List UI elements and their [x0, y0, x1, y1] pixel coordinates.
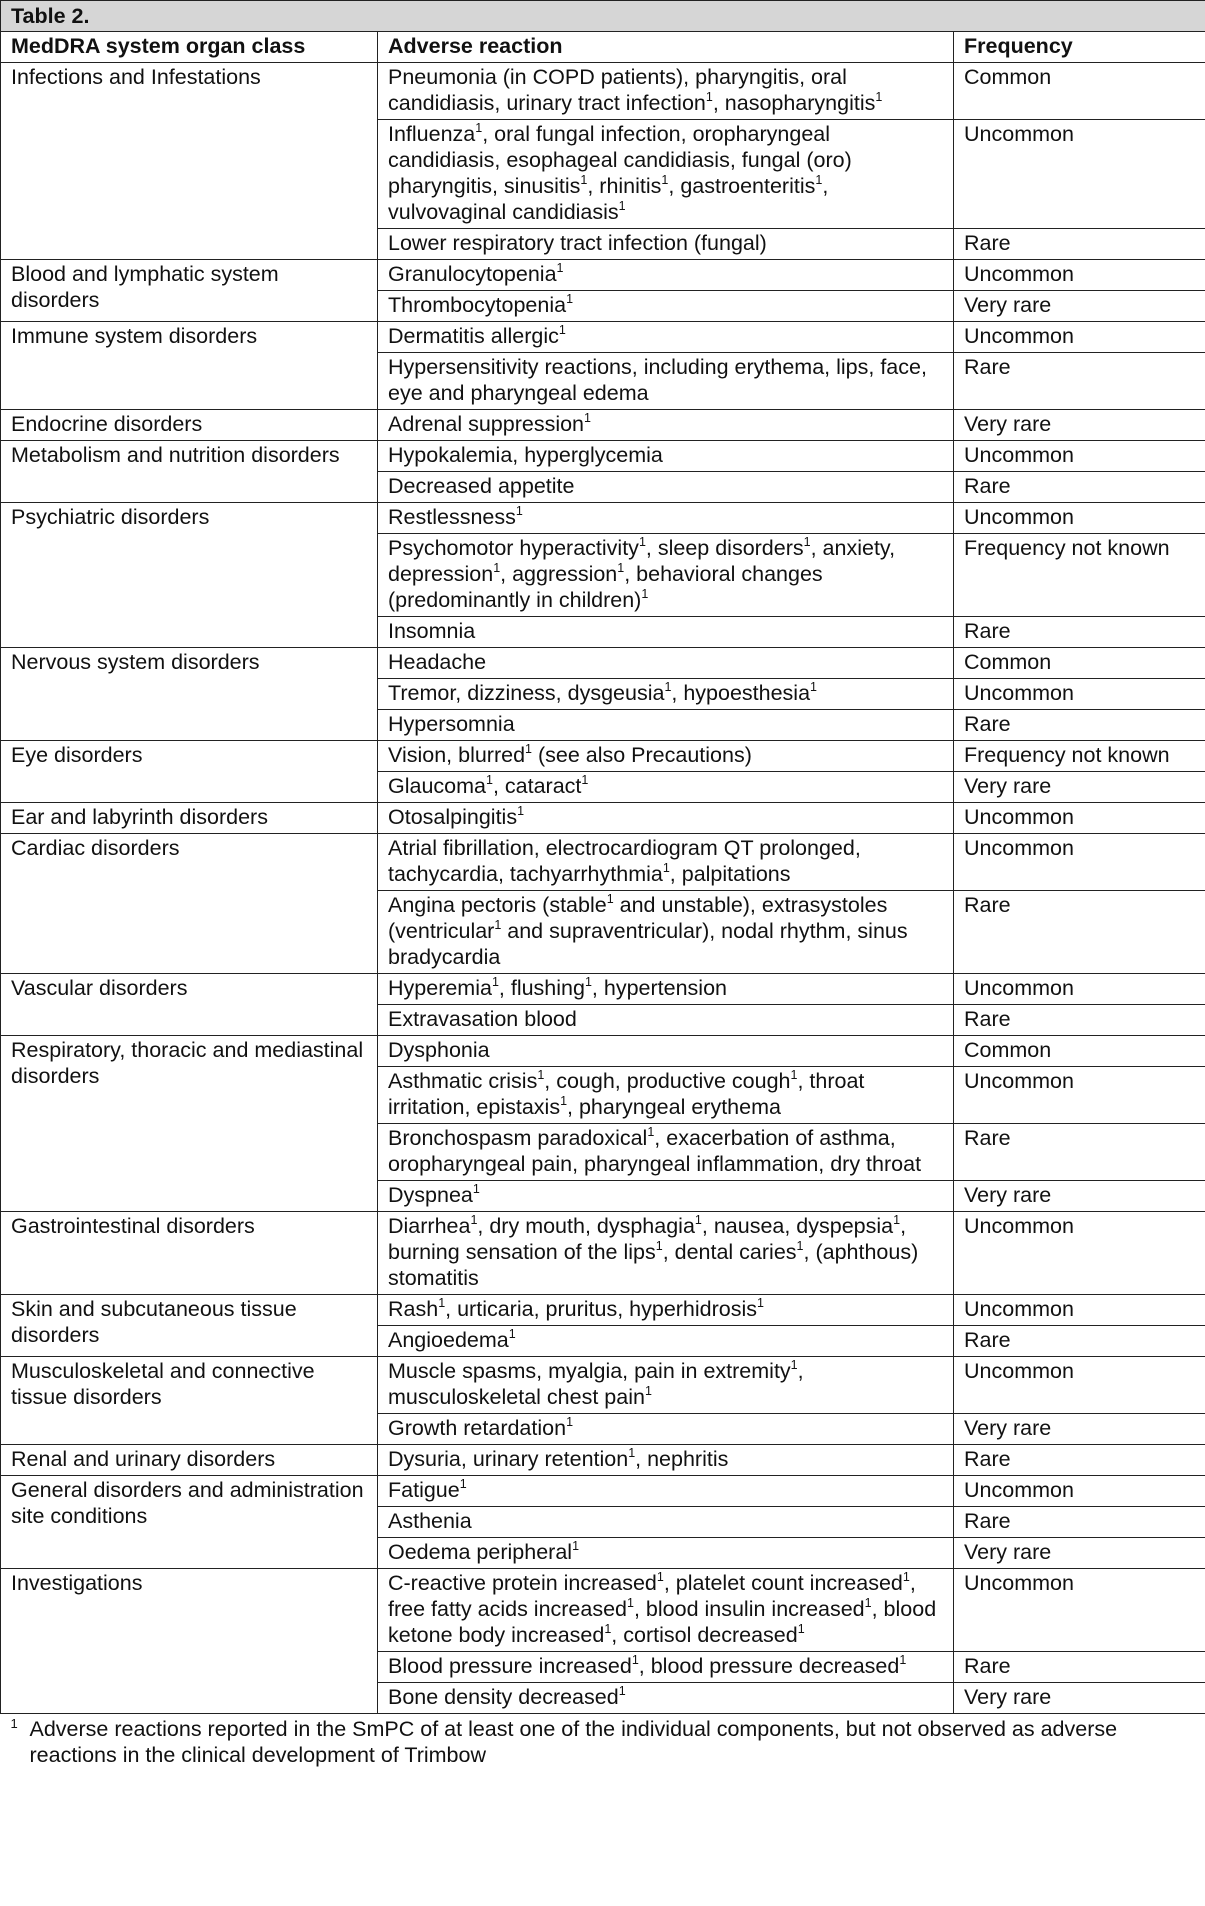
table-row — [1, 803, 1205, 834]
adverse-reaction-cell — [378, 1124, 954, 1181]
adverse-reaction-cell — [378, 120, 954, 229]
footnote-superscript: 1 — [662, 860, 670, 875]
reaction-text: , vulvovaginal candidiasis — [388, 174, 829, 224]
adverse-reaction-cell — [378, 1538, 954, 1569]
reaction-text: C-reactive protein increased — [388, 1571, 657, 1595]
adverse-reaction-cell — [378, 974, 954, 1005]
footnote-superscript: 1 — [494, 917, 502, 932]
reaction-text: Influenza — [388, 122, 476, 146]
soc-cell: Respiratory, thoracic and mediastinal disorders — [1, 1036, 378, 1212]
reaction-text: , burning sensation of the lips — [388, 1214, 907, 1264]
table-body — [1, 63, 1205, 1714]
frequency-cell: Rare — [954, 472, 1205, 503]
adverse-reaction-cell — [378, 1067, 954, 1124]
table-row — [1, 260, 1205, 291]
frequency-cell: Uncommon — [954, 120, 1205, 229]
reaction-text: Hypokalemia, hyperglycemia — [388, 443, 663, 467]
footnote-superscript: 1 — [656, 1569, 664, 1584]
soc-cell: Metabolism and nutrition disorders — [1, 441, 378, 503]
table-row — [1, 503, 1205, 534]
soc-cell: Musculoskeletal and connective tissue disorders — [1, 1357, 378, 1445]
soc-cell: Vascular disorders — [1, 974, 378, 1036]
reaction-text: , blood pressure decreased — [638, 1654, 900, 1678]
frequency-cell: Rare — [954, 229, 1205, 260]
table-caption: Table 2. — [1, 1, 1205, 32]
footnote-superscript: 1 — [796, 1238, 804, 1253]
reaction-text: , cataract — [492, 774, 582, 798]
adverse-reaction-cell — [378, 472, 954, 503]
adverse-reaction-cell — [378, 63, 954, 120]
adverse-reaction-cell — [378, 1295, 954, 1326]
footnote-text: Adverse reactions reported in the SmPC of at least one of the individual components, but not observed as adverse reactions in the clinical development of Trimbow — [29, 1717, 1118, 1767]
soc-cell: Ear and labyrinth disorders — [1, 803, 378, 834]
table-row — [1, 1295, 1205, 1326]
adverse-reaction-cell — [378, 1507, 954, 1538]
footnote-superscript: 1 — [803, 534, 811, 549]
reaction-text: , musculoskeletal chest pain — [388, 1359, 804, 1409]
footnote-superscript: 1 — [491, 974, 499, 989]
footnote-superscript: 1 — [515, 503, 523, 518]
reaction-text: Glaucoma — [388, 774, 486, 798]
frequency-cell: Uncommon — [954, 679, 1205, 710]
reaction-text: Atrial fibrillation, electrocardiogram QT prolonged, tachycardia, tachyarrhythmia — [388, 836, 861, 886]
table-row — [1, 1036, 1205, 1067]
soc-cell: Gastrointestinal disorders — [1, 1212, 378, 1295]
reaction-text: , pharyngeal erythema — [567, 1095, 781, 1119]
footnote-superscript: 1 — [566, 1414, 574, 1429]
reaction-text: , hypertension — [591, 976, 727, 1000]
reaction-text: , rhinitis — [587, 174, 662, 198]
adverse-reaction-cell — [378, 410, 954, 441]
frequency-cell: Rare — [954, 891, 1205, 974]
reaction-text: , nasopharyngitis — [712, 91, 876, 115]
footnote-cell — [1, 1714, 1205, 1772]
frequency-cell: Very rare — [954, 1538, 1205, 1569]
frequency-cell: Rare — [954, 1326, 1205, 1357]
frequency-cell: Uncommon — [954, 974, 1205, 1005]
soc-cell: Nervous system disorders — [1, 648, 378, 741]
soc-cell: Investigations — [1, 1569, 378, 1714]
table-row — [1, 741, 1205, 772]
frequency-cell: Common — [954, 63, 1205, 120]
reaction-text: , oral fungal infection, oropharyngeal candidiasis, esophageal candidiasis, fungal (oro) pharyngitis, sinusitis — [388, 122, 852, 198]
adverse-reaction-cell — [378, 1181, 954, 1212]
reaction-text: Hypersomnia — [388, 712, 515, 736]
footnote-superscript: 1 — [810, 679, 817, 694]
reaction-text: , nephritis — [635, 1447, 729, 1471]
table-row — [1, 834, 1205, 891]
footnote-superscript: 1 — [647, 1124, 655, 1139]
reaction-text: Hyperemia — [388, 976, 492, 1000]
soc-cell: Renal and urinary disorders — [1, 1445, 378, 1476]
footnote-superscript: 1 — [472, 1181, 480, 1196]
reaction-text: Thrombocytopenia — [388, 293, 567, 317]
reaction-text: , throat irritation, epistaxis — [388, 1069, 865, 1119]
adverse-reaction-cell — [378, 834, 954, 891]
reaction-text: , hypoesthesia — [671, 681, 811, 705]
frequency-cell: Uncommon — [954, 834, 1205, 891]
adverse-reaction-cell — [378, 1445, 954, 1476]
adverse-reaction-cell — [378, 803, 954, 834]
reaction-text: Extravasation blood — [388, 1007, 577, 1031]
table-row — [1, 1445, 1205, 1476]
footnote-superscript: 1 — [694, 1212, 702, 1227]
footnote-superscript: 1 — [508, 1326, 516, 1341]
frequency-cell: Rare — [954, 1005, 1205, 1036]
adverse-reaction-cell — [378, 441, 954, 472]
reaction-text: Decreased appetite — [388, 474, 575, 498]
frequency-cell: Very rare — [954, 410, 1205, 441]
reaction-text: , exacerbation of asthma, oropharyngeal pain, pharyngeal inflammation, dry throat — [388, 1126, 922, 1176]
reaction-text: Asthmatic crisis — [388, 1069, 538, 1093]
adverse-reaction-cell — [378, 679, 954, 710]
header-soc: MedDRA system organ class — [1, 32, 378, 63]
reaction-text: Oedema peripheral — [388, 1540, 573, 1564]
reaction-text: Lower respiratory tract infection (fungal) — [388, 231, 767, 255]
reaction-text: , nausea, dyspepsia — [701, 1214, 894, 1238]
footnote-superscript: 1 — [790, 1357, 798, 1372]
frequency-cell: Very rare — [954, 291, 1205, 322]
footnote-superscript: 1 — [815, 172, 823, 187]
reaction-text: Otosalpingitis — [388, 805, 518, 829]
footnote-superscript: 1 — [556, 260, 564, 275]
table-row — [1, 63, 1205, 120]
reaction-text: Tremor, dizziness, dysgeusia — [388, 681, 665, 705]
footnote-superscript: 1 — [580, 172, 588, 187]
footnote-superscript: 1 — [790, 1067, 798, 1082]
header-row — [1, 32, 1205, 63]
frequency-cell: Uncommon — [954, 1295, 1205, 1326]
frequency-cell: Very rare — [954, 1181, 1205, 1212]
footnote-superscript: 1 — [655, 1238, 663, 1253]
soc-cell: Blood and lymphatic system disorders — [1, 260, 378, 322]
footnote-superscript: 1 — [525, 741, 532, 756]
soc-cell: Cardiac disorders — [1, 834, 378, 974]
reaction-text: , cortisol decreased — [611, 1623, 798, 1647]
soc-cell: Immune system disorders — [1, 322, 378, 410]
frequency-cell: Common — [954, 1036, 1205, 1067]
adverse-reaction-cell — [378, 1326, 954, 1357]
footnote-superscript: 1 — [493, 560, 501, 575]
reaction-text: , platelet count increased — [663, 1571, 903, 1595]
adverse-reaction-cell — [378, 1652, 954, 1683]
footnote-superscript: 1 — [893, 1212, 901, 1227]
reaction-text: , dry mouth, dysphagia — [477, 1214, 695, 1238]
reaction-text: Restlessness — [388, 505, 516, 529]
frequency-cell: Rare — [954, 353, 1205, 410]
adverse-reaction-cell — [378, 1476, 954, 1507]
frequency-cell: Uncommon — [954, 322, 1205, 353]
reaction-text: (see also Precautions) — [532, 743, 752, 767]
frequency-cell: Uncommon — [954, 1067, 1205, 1124]
reaction-text: Dysuria, urinary retention — [388, 1447, 629, 1471]
footnote-superscript: 1 — [572, 1538, 580, 1553]
reaction-text: Psychomotor hyperactivity — [388, 536, 639, 560]
reaction-text: , gastroenteritis — [668, 174, 816, 198]
reaction-text: Headache — [388, 650, 487, 674]
reaction-text: Insomnia — [388, 619, 476, 643]
table-row — [1, 1476, 1205, 1507]
reaction-text: Dysphonia — [388, 1038, 490, 1062]
adverse-reaction-cell — [378, 1414, 954, 1445]
reaction-text: , cough, productive cough — [544, 1069, 791, 1093]
footnote-superscript: 1 — [875, 89, 883, 104]
reaction-text: Dyspnea — [388, 1183, 473, 1207]
reaction-text: Vision, blurred — [388, 743, 526, 767]
footnote-superscript: 1 — [899, 1652, 907, 1667]
adverse-reaction-cell — [378, 710, 954, 741]
reaction-text: , palpitations — [669, 862, 791, 886]
footnote-superscript: 1 — [558, 322, 566, 337]
soc-cell: Psychiatric disorders — [1, 503, 378, 648]
footnote-superscript: 1 — [584, 974, 592, 989]
table-row — [1, 322, 1205, 353]
footnote-superscript: 1 — [618, 198, 626, 213]
reaction-text: Diarrhea — [388, 1214, 471, 1238]
reaction-text: Angina pectoris (stable — [388, 893, 607, 917]
footnote-superscript: 1 — [486, 772, 493, 787]
soc-cell: Skin and subcutaneous tissue disorders — [1, 1295, 378, 1357]
footnote-superscript: 1 — [902, 1569, 910, 1584]
reaction-text: Pneumonia (in COPD patients), pharyngitis, oral candidiasis, urinary tract infection — [388, 65, 847, 115]
frequency-cell: Very rare — [954, 1414, 1205, 1445]
soc-cell: Endocrine disorders — [1, 410, 378, 441]
frequency-cell: Frequency not known — [954, 741, 1205, 772]
footnote-superscript: 1 — [537, 1067, 545, 1082]
reaction-text: , blood insulin increased — [633, 1597, 865, 1621]
frequency-cell: Rare — [954, 617, 1205, 648]
adverse-reaction-cell — [378, 229, 954, 260]
footnote-mark: 1 — [10, 1716, 18, 1731]
adverse-reaction-cell — [378, 772, 954, 803]
adverse-reaction-cell — [378, 1036, 954, 1067]
reaction-text: , anxiety, depression — [388, 536, 896, 586]
adverse-reaction-cell — [378, 1569, 954, 1652]
reaction-text: , aggression — [500, 562, 618, 586]
footnote-superscript: 1 — [797, 1621, 805, 1636]
frequency-cell: Rare — [954, 1652, 1205, 1683]
soc-cell: General disorders and administration site conditions — [1, 1476, 378, 1569]
reaction-text: , (aphthous) stomatitis — [388, 1240, 919, 1290]
footnote-superscript: 1 — [459, 1476, 467, 1491]
table-row — [1, 1212, 1205, 1295]
adverse-reaction-cell — [378, 617, 954, 648]
frequency-cell: Uncommon — [954, 803, 1205, 834]
reaction-text: Fatigue — [388, 1478, 460, 1502]
frequency-cell: Rare — [954, 1507, 1205, 1538]
frequency-cell: Uncommon — [954, 260, 1205, 291]
footnote-superscript: 1 — [644, 1383, 652, 1398]
frequency-cell: Frequency not known — [954, 534, 1205, 617]
frequency-cell: Uncommon — [954, 503, 1205, 534]
footnote-superscript: 1 — [581, 772, 589, 787]
footnote-superscript: 1 — [584, 410, 591, 425]
footnote-superscript: 1 — [606, 891, 614, 906]
footnote-superscript: 1 — [617, 560, 625, 575]
frequency-cell: Uncommon — [954, 1569, 1205, 1652]
adverse-reaction-cell — [378, 534, 954, 617]
footnote-superscript: 1 — [566, 291, 574, 306]
footnote-superscript: 1 — [705, 89, 713, 104]
soc-cell: Infections and Infestations — [1, 63, 378, 260]
footnote-superscript: 1 — [664, 679, 672, 694]
reaction-text: Hypersensitivity reactions, including erythema, lips, face, eye and pharyngeal edema — [388, 355, 927, 405]
reaction-text: Dermatitis allergic — [388, 324, 559, 348]
footnote-superscript: 1 — [661, 172, 669, 187]
footnote-superscript: 1 — [627, 1595, 634, 1610]
table-row — [1, 441, 1205, 472]
adverse-reaction-cell — [378, 1212, 954, 1295]
adverse-reaction-cell — [378, 322, 954, 353]
table-row — [1, 1357, 1205, 1414]
footnote-superscript: 1 — [638, 534, 646, 549]
adverse-reaction-cell — [378, 260, 954, 291]
reaction-text: , flushing — [498, 976, 585, 1000]
frequency-cell: Very rare — [954, 1683, 1205, 1714]
reaction-text: , blood ketone body increased — [388, 1597, 937, 1647]
frequency-cell: Uncommon — [954, 1357, 1205, 1414]
reaction-text: Bone density decreased — [388, 1685, 619, 1709]
adverse-reaction-cell — [378, 353, 954, 410]
footnote-superscript: 1 — [438, 1295, 446, 1310]
reaction-text: Bronchospasm paradoxical — [388, 1126, 648, 1150]
frequency-cell: Rare — [954, 1124, 1205, 1181]
footnote-superscript: 1 — [604, 1621, 612, 1636]
frequency-cell: Uncommon — [954, 441, 1205, 472]
header-adverse-reaction: Adverse reaction — [378, 32, 954, 63]
frequency-cell: Rare — [954, 1445, 1205, 1476]
table-row — [1, 410, 1205, 441]
adverse-reaction-cell — [378, 503, 954, 534]
footnote-superscript: 1 — [475, 120, 483, 135]
footnote-superscript: 1 — [470, 1212, 478, 1227]
adverse-reaction-cell — [378, 648, 954, 679]
adverse-reaction-cell — [378, 1005, 954, 1036]
footnote-superscript: 1 — [864, 1595, 872, 1610]
adverse-reaction-cell — [378, 741, 954, 772]
reaction-text: , urticaria, pruritus, hyperhidrosis — [445, 1297, 758, 1321]
reaction-text: , dental caries — [662, 1240, 797, 1264]
frequency-cell: Common — [954, 648, 1205, 679]
footnote-superscript: 1 — [628, 1445, 636, 1460]
footnote-superscript: 1 — [517, 803, 525, 818]
reaction-text: Adrenal suppression — [388, 412, 585, 436]
header-frequency: Frequency — [954, 32, 1205, 63]
footnote-superscript: 1 — [631, 1652, 639, 1667]
reaction-text: , free fatty acids increased — [388, 1571, 916, 1621]
adverse-reaction-cell — [378, 891, 954, 974]
reaction-text: Granulocytopenia — [388, 262, 557, 286]
frequency-cell: Uncommon — [954, 1476, 1205, 1507]
frequency-cell: Rare — [954, 710, 1205, 741]
footnote-superscript: 1 — [560, 1093, 568, 1108]
reaction-text: Blood pressure increased — [388, 1654, 632, 1678]
table-row — [1, 974, 1205, 1005]
footnote-superscript: 1 — [618, 1683, 626, 1698]
table-row — [1, 1569, 1205, 1652]
footnote-superscript: 1 — [641, 586, 649, 601]
footnote-superscript: 1 — [757, 1295, 764, 1310]
adverse-reaction-cell — [378, 1683, 954, 1714]
reaction-text: , behavioral changes (predominantly in children) — [388, 562, 823, 612]
reaction-text: and supraventricular), nodal rhythm, sinus bradycardia — [388, 919, 908, 969]
frequency-cell: Uncommon — [954, 1212, 1205, 1295]
frequency-cell: Very rare — [954, 772, 1205, 803]
reaction-text: Rash — [388, 1297, 439, 1321]
reaction-text: Asthenia — [388, 1509, 472, 1533]
soc-cell: Eye disorders — [1, 741, 378, 803]
adverse-reaction-cell — [378, 291, 954, 322]
adverse-reaction-cell — [378, 1357, 954, 1414]
reaction-text: Angioedema — [388, 1328, 509, 1352]
footnote-row — [1, 1714, 1205, 1772]
reaction-text: Growth retardation — [388, 1416, 567, 1440]
reaction-text: and unstable), extrasystoles (ventricular — [388, 893, 888, 943]
reaction-text: Muscle spasms, myalgia, pain in extremity — [388, 1359, 791, 1383]
reaction-text: , sleep disorders — [645, 536, 804, 560]
table-row — [1, 648, 1205, 679]
